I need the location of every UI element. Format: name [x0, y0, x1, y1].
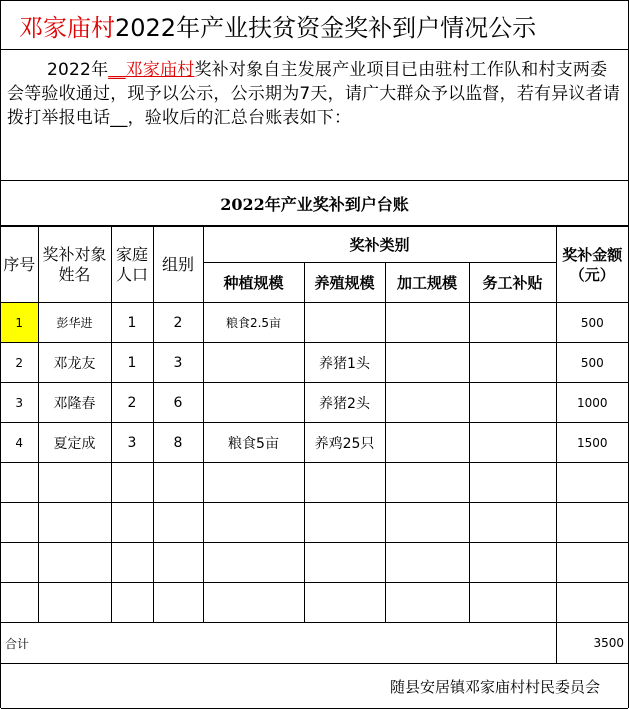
ledger-table [1, 226, 628, 664]
cell-processing [385, 383, 469, 423]
cell-group: 2 [153, 303, 203, 343]
cell-family: 1 [111, 303, 153, 343]
page-title [1, 0, 628, 50]
cell-breeding: 养猪2头 [304, 383, 385, 423]
cell-seq: 4 [1, 423, 38, 463]
cell-breeding: 养鸡25只 [304, 423, 385, 463]
empty-row [1, 543, 628, 583]
header-row-top [1, 227, 628, 263]
ledger-title: 2022年产业奖补到户台账 [1, 181, 628, 226]
cell-processing [385, 423, 469, 463]
cell-amount: 500 [556, 343, 628, 383]
cell-seq: 1 [1, 303, 38, 343]
empty-row [1, 583, 628, 623]
cell-name: 夏定成 [38, 423, 111, 463]
notice-year: 2022年 [47, 60, 109, 80]
header-planting: 种植规模 [203, 263, 304, 303]
total-amount: 3500 [556, 623, 628, 664]
header-seq: 序号 [1, 227, 38, 303]
empty-row [1, 503, 628, 543]
cell-seq: 3 [1, 383, 38, 423]
cell-planting [203, 343, 304, 383]
header-processing: 加工规模 [385, 263, 469, 303]
cell-family: 1 [111, 343, 153, 383]
cell-amount: 1000 [556, 383, 628, 423]
cell-name: 彭华进 [38, 303, 111, 343]
cell-labor [469, 423, 556, 463]
cell-family: 3 [111, 423, 153, 463]
cell-planting: 粮食5亩 [203, 423, 304, 463]
total-row [1, 623, 628, 664]
table-row [1, 383, 628, 423]
footer-signature: 随县安居镇邓家庙村村民委员会 [1, 664, 628, 709]
notice-text: 奖补对象自主发展产业项目已由驻村工作队和村支两委会等验收通过，现予以公示，公示期为7天，请广大群众予以监督，若有异议者请拨打举报电话__，验收后的汇总台账表如下： [7, 60, 621, 128]
notice-village: __邓家庙村 [108, 60, 195, 80]
header-family: 家庭人口 [111, 227, 153, 303]
title-rest: 2022年产业扶贫资金奖补到户情况公示 [115, 13, 537, 42]
header-labor: 务工补贴 [469, 263, 556, 303]
header-group: 组别 [153, 227, 203, 303]
cell-planting [203, 383, 304, 423]
title-village: 邓家庙村 [19, 13, 115, 42]
table-row [1, 343, 628, 383]
cell-group: 3 [153, 343, 203, 383]
cell-processing [385, 343, 469, 383]
cell-family: 2 [111, 383, 153, 423]
cell-breeding [304, 303, 385, 343]
cell-group: 6 [153, 383, 203, 423]
cell-group: 8 [153, 423, 203, 463]
header-category: 奖补类别 [203, 227, 556, 263]
empty-row [1, 463, 628, 503]
table-row [1, 303, 628, 343]
cell-labor [469, 383, 556, 423]
cell-planting: 粮食2.5亩 [203, 303, 304, 343]
cell-name: 邓龙友 [38, 343, 111, 383]
notice-paragraph [1, 50, 628, 181]
header-name: 奖补对象姓名 [38, 227, 111, 303]
total-label: 合计 [1, 623, 556, 664]
cell-amount: 500 [556, 303, 628, 343]
cell-labor [469, 343, 556, 383]
header-breeding: 养殖规模 [304, 263, 385, 303]
cell-processing [385, 303, 469, 343]
header-amount: 奖补金额（元） [556, 227, 628, 303]
table-row [1, 423, 628, 463]
cell-amount: 1500 [556, 423, 628, 463]
cell-labor [469, 303, 556, 343]
cell-name: 邓隆春 [38, 383, 111, 423]
cell-seq: 2 [1, 343, 38, 383]
cell-breeding: 养猪1头 [304, 343, 385, 383]
